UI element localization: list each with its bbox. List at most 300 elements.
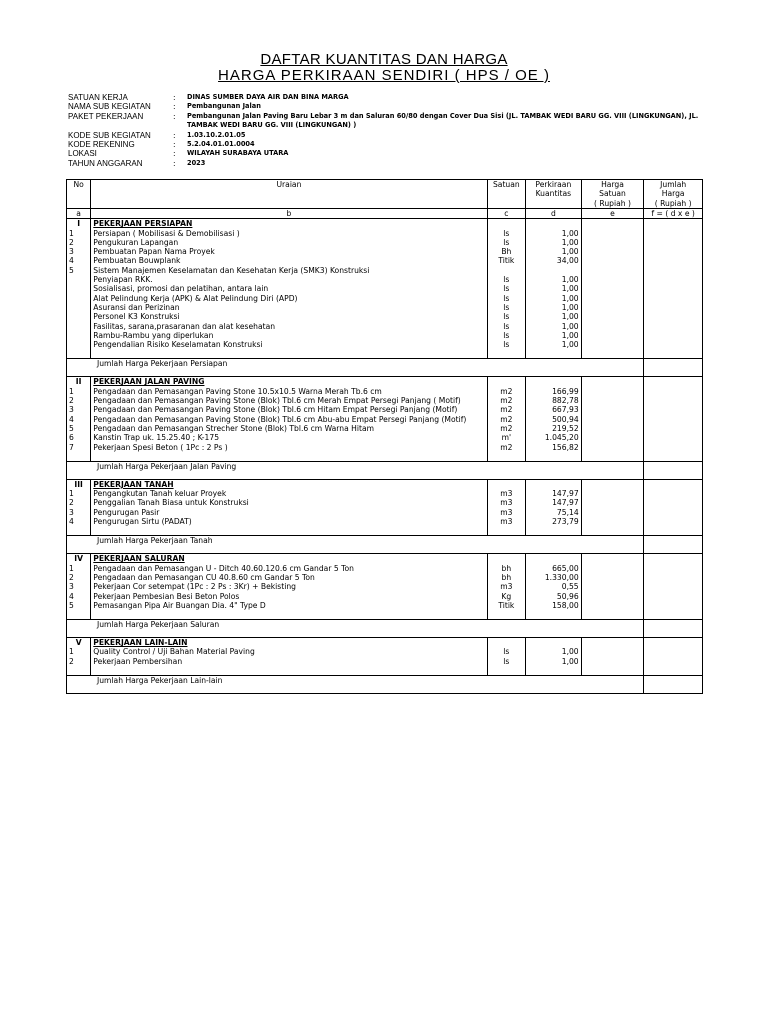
item-satuan: ls xyxy=(487,284,525,293)
item-no: 3 xyxy=(67,247,91,256)
header-no: No xyxy=(67,180,91,209)
table-row xyxy=(67,424,703,433)
section-title: PEKERJAAN LAIN-LAIN xyxy=(93,638,188,648)
item-satuan: m3 xyxy=(487,508,525,517)
item-kuantitas: 166,99 xyxy=(526,387,582,396)
item-harga-satuan xyxy=(581,489,644,498)
item-no: 1 xyxy=(67,387,91,396)
info-row xyxy=(68,93,718,102)
section-total-value xyxy=(644,536,703,554)
spacer-cell xyxy=(581,349,644,359)
item-kuantitas: 1,00 xyxy=(526,322,582,331)
spacer-cell xyxy=(526,526,582,536)
item-kuantitas: 219,52 xyxy=(526,424,582,433)
item-uraian: Pengukuran Lapangan xyxy=(91,238,487,247)
item-satuan: m2 xyxy=(487,405,525,414)
item-harga-satuan xyxy=(581,443,644,452)
spacer-cell xyxy=(487,666,525,676)
letter-a: a xyxy=(67,209,91,219)
item-uraian: Pembuatan Bouwplank xyxy=(91,256,487,265)
item-uraian: Pengadaan dan Pemasangan Strecher Stone (Blok) Tbl.6 cm Warna Hitam xyxy=(91,424,487,433)
item-satuan: ls xyxy=(487,229,525,238)
letter-c: c xyxy=(487,209,525,219)
table-row xyxy=(67,415,703,424)
item-kuantitas: 1,00 xyxy=(526,312,582,321)
item-kuantitas xyxy=(526,266,582,275)
item-jumlah-harga xyxy=(644,573,703,582)
item-jumlah-harga xyxy=(644,443,703,452)
section-total-row xyxy=(67,536,703,554)
spacer-cell xyxy=(487,526,525,536)
item-harga-satuan xyxy=(581,573,644,582)
table-row xyxy=(67,647,703,656)
table-row xyxy=(67,322,703,331)
item-uraian: Personel K3 Konstruksi xyxy=(91,312,487,321)
spacer-row xyxy=(67,452,703,462)
info-label: KODE REKENING xyxy=(68,140,135,150)
item-no: 4 xyxy=(67,415,91,424)
item-no: 3 xyxy=(67,508,91,517)
item-harga-satuan xyxy=(581,294,644,303)
harga-satuan-cell xyxy=(581,377,644,387)
info-row xyxy=(68,131,718,140)
spacer-cell xyxy=(644,349,703,359)
item-uraian: Persiapan ( Mobilisasi & Demobilisasi ) xyxy=(91,229,487,238)
section-title-cell xyxy=(91,638,487,648)
spacer-cell xyxy=(67,452,91,462)
item-satuan: ls xyxy=(487,303,525,312)
item-jumlah-harga xyxy=(644,312,703,321)
item-kuantitas: 1,00 xyxy=(526,229,582,238)
item-jumlah-harga xyxy=(644,387,703,396)
item-kuantitas: 500,94 xyxy=(526,415,582,424)
spacer-cell xyxy=(526,666,582,676)
item-jumlah-harga xyxy=(644,415,703,424)
harga-satuan-cell xyxy=(581,219,644,229)
item-harga-satuan xyxy=(581,498,644,507)
satuan-cell xyxy=(487,219,525,229)
section-title-cell xyxy=(91,554,487,564)
item-satuan: ls xyxy=(487,294,525,303)
item-uraian: Pengadaan dan Pemasangan Paving Stone (Blok) Tbl.6 cm Merah Empat Persegi Panjang ( Motif) xyxy=(91,396,487,405)
item-satuan: m2 xyxy=(487,424,525,433)
item-harga-satuan xyxy=(581,387,644,396)
item-uraian: Penggalian Tanah Biasa untuk Konstruksi xyxy=(91,498,487,507)
item-satuan: m2 xyxy=(487,387,525,396)
item-kuantitas: 665,00 xyxy=(526,564,582,573)
table-row xyxy=(67,331,703,340)
item-satuan: ls xyxy=(487,657,525,666)
item-no xyxy=(67,275,91,284)
header-harga-satuan: Harga Satuan ( Rupiah ) xyxy=(581,180,644,209)
item-jumlah-harga xyxy=(644,498,703,507)
info-label: LOKASI xyxy=(68,149,97,159)
spacer-cell xyxy=(581,452,644,462)
item-uraian: Asuransi dan Perizinan xyxy=(91,303,487,312)
section-number: V xyxy=(67,638,91,648)
info-value: Pembangunan Jalan xyxy=(187,102,261,111)
info-label: PAKET PEKERJAAN xyxy=(68,111,144,121)
info-value: 2023 xyxy=(187,158,206,167)
item-uraian: Sistem Manajemen Keselamatan dan Kesehatan Kerja (SMK3) Konstruksi xyxy=(91,266,487,275)
section-total-value xyxy=(644,359,703,377)
item-kuantitas: 667,93 xyxy=(526,405,582,414)
item-uraian: Pembuatan Papan Nama Proyek xyxy=(91,247,487,256)
section-total-row xyxy=(67,620,703,638)
item-harga-satuan xyxy=(581,303,644,312)
item-uraian: Kanstin Trap uk. 15.25.40 ; K-175 xyxy=(91,433,487,442)
spacer-cell xyxy=(581,526,644,536)
spacer-cell xyxy=(91,452,487,462)
item-jumlah-harga xyxy=(644,601,703,610)
harga-satuan-cell xyxy=(581,479,644,489)
table-row xyxy=(67,443,703,452)
section-total-row xyxy=(67,359,703,377)
spacer-cell xyxy=(526,349,582,359)
jumlah-harga-cell xyxy=(644,219,703,229)
item-uraian: Penyiapan RKK. xyxy=(91,275,487,284)
satuan-cell xyxy=(487,377,525,387)
section-number: II xyxy=(67,377,91,387)
section-header-row xyxy=(67,638,703,648)
item-harga-satuan xyxy=(581,433,644,442)
item-uraian: Pengurugan Pasir xyxy=(91,508,487,517)
item-jumlah-harga xyxy=(644,489,703,498)
item-uraian: Rambu-Rambu yang diperlukan xyxy=(91,331,487,340)
item-satuan: m3 xyxy=(487,582,525,591)
item-jumlah-harga xyxy=(644,256,703,265)
section-total-row xyxy=(67,461,703,479)
table-row xyxy=(67,229,703,238)
spacer-cell xyxy=(644,452,703,462)
info-row xyxy=(68,140,718,149)
item-harga-satuan xyxy=(581,340,644,349)
item-no: 1 xyxy=(67,647,91,656)
item-satuan: Bh xyxy=(487,247,525,256)
item-uraian: Pengadaan dan Pemasangan U - Ditch 40.60.120.6 cm Gandar 5 Ton xyxy=(91,564,487,573)
kuantitas-cell xyxy=(526,219,582,229)
item-no: 5 xyxy=(67,266,91,275)
item-jumlah-harga xyxy=(644,564,703,573)
item-jumlah-harga xyxy=(644,322,703,331)
info-row xyxy=(68,112,718,131)
header-uraian: Uraian xyxy=(91,180,487,209)
item-jumlah-harga xyxy=(644,238,703,247)
item-no: 2 xyxy=(67,657,91,666)
item-satuan xyxy=(487,266,525,275)
item-no: 2 xyxy=(67,498,91,507)
kuantitas-cell xyxy=(526,638,582,648)
item-harga-satuan xyxy=(581,247,644,256)
section-number: IV xyxy=(67,554,91,564)
satuan-cell xyxy=(487,479,525,489)
item-satuan: m2 xyxy=(487,415,525,424)
item-harga-satuan xyxy=(581,256,644,265)
item-uraian: Fasilitas, sarana,prasaranan dan alat kesehatan xyxy=(91,322,487,331)
item-harga-satuan xyxy=(581,601,644,610)
table-row xyxy=(67,284,703,293)
section-total-label xyxy=(67,620,644,638)
info-row xyxy=(68,102,718,111)
item-kuantitas: 1,00 xyxy=(526,340,582,349)
info-label: SATUAN KERJA xyxy=(68,93,128,102)
item-jumlah-harga xyxy=(644,294,703,303)
item-kuantitas: 1,00 xyxy=(526,284,582,293)
spacer-cell xyxy=(526,610,582,620)
table-row xyxy=(67,340,703,349)
table-row xyxy=(67,601,703,610)
letter-b: b xyxy=(91,209,487,219)
satuan-cell xyxy=(487,554,525,564)
item-kuantitas: 34,00 xyxy=(526,256,582,265)
item-jumlah-harga xyxy=(644,433,703,442)
jumlah-harga-cell xyxy=(644,554,703,564)
item-kuantitas: 1,00 xyxy=(526,331,582,340)
section-header-row xyxy=(67,479,703,489)
item-satuan: ls xyxy=(487,238,525,247)
item-harga-satuan xyxy=(581,508,644,517)
item-satuan: m3 xyxy=(487,498,525,507)
item-no xyxy=(67,340,91,349)
table-row xyxy=(67,247,703,256)
item-harga-satuan xyxy=(581,312,644,321)
item-harga-satuan xyxy=(581,238,644,247)
spacer-cell xyxy=(487,452,525,462)
item-kuantitas: 1.330,00 xyxy=(526,573,582,582)
info-separator: : xyxy=(173,158,176,168)
item-satuan: Titik xyxy=(487,601,525,610)
item-harga-satuan xyxy=(581,322,644,331)
item-jumlah-harga xyxy=(644,424,703,433)
item-jumlah-harga xyxy=(644,284,703,293)
item-harga-satuan xyxy=(581,592,644,601)
section-title-cell xyxy=(91,377,487,387)
section-total-label xyxy=(67,536,644,554)
table-row xyxy=(67,294,703,303)
item-uraian: Pengadaan dan Pemasangan Paving Stone (Blok) Tbl.6 cm Abu-abu Empat Persegi Panjang (Motif) xyxy=(91,415,487,424)
item-jumlah-harga xyxy=(644,247,703,256)
info-value: DINAS SUMBER DAYA AIR DAN BINA MARGA xyxy=(187,93,349,101)
item-jumlah-harga xyxy=(644,303,703,312)
item-uraian: Pengendalian Risiko Keselamatan Konstruksi xyxy=(91,340,487,349)
info-value: Pembangunan Jalan Paving Baru Lebar 3 m dan Saluran 60/80 dengan Cover Dua Sisi (JL. TAMBAK WEDI BARU GG. VIII (LINGKUNGAN), JL. TAMBAK WEDI BARU GG. VIII (LINGKUNGAN) ) xyxy=(187,111,699,130)
info-separator: : xyxy=(173,149,176,159)
item-kuantitas: 1,00 xyxy=(526,657,582,666)
item-harga-satuan xyxy=(581,275,644,284)
section-total-text: Jumlah Harga Pekerjaan Jalan Paving xyxy=(97,461,237,471)
item-satuan: ls xyxy=(487,647,525,656)
table-row xyxy=(67,396,703,405)
spacer-row xyxy=(67,666,703,676)
item-uraian: Pengadaan dan Pemasangan Paving Stone (Blok) Tbl.6 cm Hitam Empat Persegi Panjang (Motif) xyxy=(91,405,487,414)
spacer-cell xyxy=(526,452,582,462)
table-row xyxy=(67,433,703,442)
item-uraian: Pengadaan dan Pemasangan Paving Stone 10.5x10.5 Warna Merah Tb.6 cm xyxy=(91,387,487,396)
item-satuan: ls xyxy=(487,312,525,321)
item-jumlah-harga xyxy=(644,331,703,340)
item-harga-satuan xyxy=(581,564,644,573)
item-uraian: Sosialisasi, promosi dan pelatihan, antara lain xyxy=(91,284,487,293)
spacer-cell xyxy=(487,349,525,359)
item-uraian: Quality Control / Uji Bahan Material Paving xyxy=(91,647,487,656)
section-title: PEKERJAAN SALURAN xyxy=(93,554,185,564)
item-uraian: Pekerjaan Pembersihan xyxy=(91,657,487,666)
item-kuantitas: 75,14 xyxy=(526,508,582,517)
item-kuantitas: 1,00 xyxy=(526,647,582,656)
item-harga-satuan xyxy=(581,657,644,666)
section-total-value xyxy=(644,675,703,693)
section-total-text: Jumlah Harga Pekerjaan Persiapan xyxy=(97,359,228,369)
item-no xyxy=(67,312,91,321)
info-row xyxy=(68,149,718,158)
table-row xyxy=(67,256,703,265)
item-uraian: Pekerjaan Pembesian Besi Beton Polos xyxy=(91,592,487,601)
item-no: 2 xyxy=(67,396,91,405)
kuantitas-cell xyxy=(526,479,582,489)
section-header-row xyxy=(67,219,703,229)
header-kuantitas: Perkiraan Kuantitas xyxy=(526,180,582,209)
table-row xyxy=(67,564,703,573)
item-uraian: Pengangkutan Tanah keluar Proyek xyxy=(91,489,487,498)
item-kuantitas: 1,00 xyxy=(526,294,582,303)
item-kuantitas: 0,55 xyxy=(526,582,582,591)
item-jumlah-harga xyxy=(644,275,703,284)
item-no: 2 xyxy=(67,573,91,582)
item-harga-satuan xyxy=(581,424,644,433)
item-satuan: bh xyxy=(487,573,525,582)
item-kuantitas: 158,00 xyxy=(526,601,582,610)
table-row xyxy=(67,238,703,247)
item-no: 5 xyxy=(67,424,91,433)
document-title: DAFTAR KUANTITAS DAN HARGA xyxy=(260,51,508,68)
item-jumlah-harga xyxy=(644,582,703,591)
item-uraian: Pekerjaan Cor setempat (1Pc : 2 Ps : 3Kr) + Bekisting xyxy=(91,582,487,591)
item-no: 7 xyxy=(67,443,91,452)
item-kuantitas: 147,97 xyxy=(526,498,582,507)
table-row xyxy=(67,498,703,507)
jumlah-harga-cell xyxy=(644,479,703,489)
table-row xyxy=(67,582,703,591)
table-row xyxy=(67,405,703,414)
section-title-cell xyxy=(91,479,487,489)
section-total-label xyxy=(67,359,644,377)
section-total-row xyxy=(67,675,703,693)
item-no: 2 xyxy=(67,238,91,247)
spacer-row xyxy=(67,526,703,536)
section-number: III xyxy=(67,479,91,489)
section-total-label xyxy=(67,461,644,479)
section-title-cell xyxy=(91,219,487,229)
info-label: TAHUN ANGGARAN xyxy=(68,158,143,168)
header-jumlah-harga: Jumlah Harga ( Rupiah ) xyxy=(644,180,703,209)
item-no: 3 xyxy=(67,582,91,591)
item-no: 1 xyxy=(67,229,91,238)
item-kuantitas: 1,00 xyxy=(526,275,582,284)
info-separator: : xyxy=(173,93,176,102)
info-row xyxy=(68,159,718,168)
item-no: 4 xyxy=(67,256,91,265)
item-kuantitas: 1,00 xyxy=(526,238,582,247)
item-harga-satuan xyxy=(581,647,644,656)
harga-satuan-cell xyxy=(581,554,644,564)
item-no xyxy=(67,284,91,293)
spacer-row xyxy=(67,610,703,620)
table-row xyxy=(67,508,703,517)
spacer-cell xyxy=(67,526,91,536)
item-satuan: bh xyxy=(487,564,525,573)
spacer-cell xyxy=(644,610,703,620)
section-header-row xyxy=(67,554,703,564)
info-value: WILAYAH SURABAYA UTARA xyxy=(187,149,289,158)
item-no: 1 xyxy=(67,564,91,573)
satuan-cell xyxy=(487,638,525,648)
quantity-price-table xyxy=(66,179,703,694)
item-uraian: Pemasangan Pipa Air Buangan Dia. 4" Type D xyxy=(91,601,487,610)
spacer-cell xyxy=(91,526,487,536)
table-row xyxy=(67,275,703,284)
item-satuan: ls xyxy=(487,275,525,284)
item-harga-satuan xyxy=(581,284,644,293)
item-satuan: m' xyxy=(487,433,525,442)
jumlah-harga-cell xyxy=(644,638,703,648)
spacer-cell xyxy=(67,666,91,676)
item-uraian: Alat Pelindung Kerja (APK) & Alat Pelindung Diri (APD) xyxy=(91,294,487,303)
table-row xyxy=(67,592,703,601)
project-info xyxy=(68,93,718,168)
letter-e: e xyxy=(581,209,644,219)
spacer-cell xyxy=(91,349,487,359)
item-jumlah-harga xyxy=(644,517,703,526)
item-harga-satuan xyxy=(581,229,644,238)
item-no xyxy=(67,331,91,340)
item-jumlah-harga xyxy=(644,508,703,517)
item-no: 3 xyxy=(67,405,91,414)
spacer-cell xyxy=(91,666,487,676)
table-row xyxy=(67,657,703,666)
table-row xyxy=(67,312,703,321)
item-jumlah-harga xyxy=(644,592,703,601)
spacer-cell xyxy=(67,610,91,620)
item-satuan: m3 xyxy=(487,517,525,526)
table-row xyxy=(67,266,703,275)
item-jumlah-harga xyxy=(644,396,703,405)
item-kuantitas: 273,79 xyxy=(526,517,582,526)
section-total-text: Jumlah Harga Pekerjaan Tanah xyxy=(97,536,213,546)
item-kuantitas: 1,00 xyxy=(526,303,582,312)
section-total-text: Jumlah Harga Pekerjaan Lain-lain xyxy=(97,675,223,685)
item-kuantitas: 882,78 xyxy=(526,396,582,405)
table-row xyxy=(67,517,703,526)
item-harga-satuan xyxy=(581,396,644,405)
info-separator: : xyxy=(173,111,176,121)
letter-d: d xyxy=(526,209,582,219)
letter-f: f = ( d x e ) xyxy=(644,209,703,219)
item-harga-satuan xyxy=(581,405,644,414)
item-jumlah-harga xyxy=(644,647,703,656)
item-no xyxy=(67,294,91,303)
item-harga-satuan xyxy=(581,582,644,591)
item-jumlah-harga xyxy=(644,229,703,238)
item-no: 5 xyxy=(67,601,91,610)
item-satuan: Titik xyxy=(487,256,525,265)
section-number: I xyxy=(67,219,91,229)
item-kuantitas: 1.045,20 xyxy=(526,433,582,442)
section-title: PEKERJAAN TANAH xyxy=(93,479,174,489)
item-jumlah-harga xyxy=(644,340,703,349)
item-kuantitas: 1,00 xyxy=(526,247,582,256)
info-label: KODE SUB KEGIATAN xyxy=(68,130,151,140)
spacer-cell xyxy=(487,610,525,620)
